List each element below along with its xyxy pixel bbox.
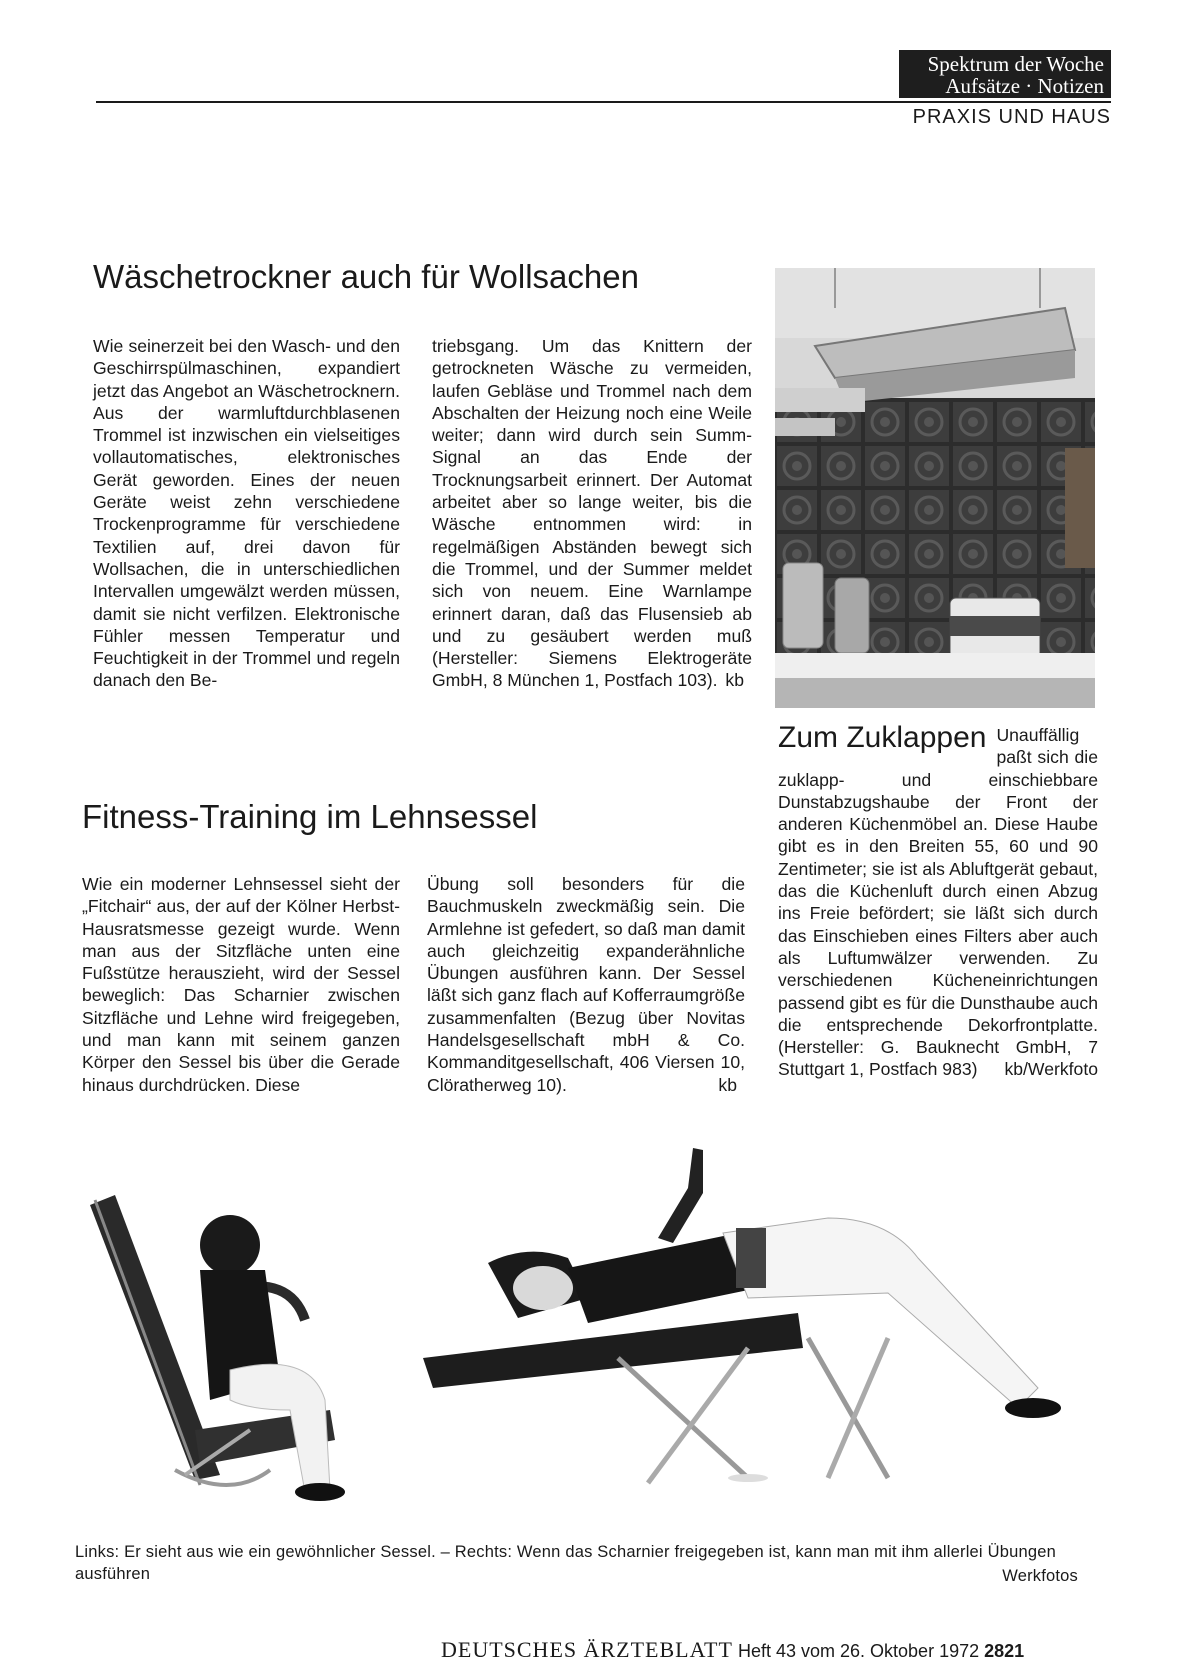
photo-credit: Werkfotos [1002, 1567, 1078, 1585]
journal-name: DEUTSCHES ÄRZTEBLATT [441, 1637, 733, 1662]
kitchen-hood-photo [775, 268, 1095, 708]
chair-upright-photo [80, 1170, 410, 1515]
article1-column2-text: triebsgang. Um das Knittern der getrockneten Wäsche zu vermeiden, laufen Gebläse und Trommel nach dem Abschalten der Heizung noch eine Weile weiter; dann wird durch sein Summ-Signal an das Ende der Trocknungsarbeit erinnert. Der Automat arbeitet aber so lange weiter, bis die Wäsche entnommen wird: in regelmäßigen Abständen bewegt sich die Trommel, und der Summer meldet sich von neuem. Eine Warnlampe erinnert daran, daß das Flusensieb ab und zu gesäubert werden muß (Hersteller: Siemens Elektrogeräte GmbH, 8 München 1, Postfach 103). [432, 336, 752, 691]
article1-column1: Wie seinerzeit bei den Wasch- und den Geschirrspülmaschinen, expandiert jetzt das Angebot an Wäschetrocknern. Aus der warmluftdurchblasenen Trommel ist inzwischen ein vielseitiges vollautomatisches, elektronisches Gerät geworden. Eines der neuen Geräte weist zehn verschiedene Trockenprogramme für verschiedene Textilien auf, drei davon für Wollsachen, die in unterschiedlichen Intervallen umgewälzt werden müssen, damit sie nicht verfilzen. Elektronische Fühler messen Temperatur und Feuchtigkeit in der Trommel und regeln danach den Be- [93, 336, 400, 691]
article2-column1: Wie ein moderner Lehnsessel sieht der „Fitchair“ aus, der auf der Kölner Herbst-Hausratsmesse gezeigt wurde. Wenn man aus der Sitzfläche unten eine Fußstütze herauszieht, wird der Sessel beweglich: Das Scharnier zwischen Sitzfläche und Lehne wird freigegeben, und man kann mit seinem ganzen Körper den Sessel bis über die Gerade hinaus durchdrücken. Diese [82, 874, 400, 1095]
page-number: 2821 [984, 1641, 1025, 1661]
article3-text: Unauffällig paßt sich die zuklapp- und einschiebbare Dunstabzugshaube der Front der anderen Küchenmöbel an. Diese Haube gibt es in den Breiten 55, 60 und 90 Zentimeter; sie ist als Abluftgerät gebaut, das die Küchenluft durch einen Abzug ins Freie befördert; sie läßt sich durch das Einschieben eines Filters aber auch als Luftumwälzer verwenden. Zu verschiedenen Kücheneinrichtungen passend gibt es für die Dunsthaube auch die entsprechende Dekorfrontplatte. (Hersteller: G. Bauknecht GmbH, 7 Stuttgart 1, Postfach 983) [778, 725, 1098, 1080]
article2-column2-text: Übung soll besonders für die Bauchmuskeln zweckmäßig sein. Die Armlehne ist gefedert, so daß man damit auch gleichzeitig expanderähnliche Übungen ausführen kann. Der Sessel läßt sich ganz flach auf Kofferraumgröße zusammenfalten (Bezug über Novitas Handelsgesellschaft mbH & Co. Kommanditgesellschaft, 406 Viersen 10, Clöratherweg 10). [427, 874, 745, 1095]
issue-info: Heft 43 vom 26. Oktober 1972 [737, 1641, 980, 1661]
article3-signature: kb/Werkfoto [1004, 1059, 1098, 1080]
section-header-box [899, 50, 1111, 98]
section-label: PRAXIS UND HAUS [912, 106, 1111, 128]
article1-title: Wäschetrockner auch für Wollsachen [93, 258, 639, 295]
header-rule [96, 101, 1111, 103]
article1-signature: kb [725, 670, 744, 691]
article1-column2 [432, 335, 752, 692]
chair-reclined-photo [418, 1148, 1078, 1523]
header-box-line1: Spektrum der Woche [927, 52, 1104, 76]
header-box-line2: Aufsätze · Notizen [945, 74, 1104, 98]
article2-signature: kb [718, 1074, 737, 1095]
article3-title: Zum Zuklappen [778, 721, 987, 754]
article3-block [778, 722, 1098, 1081]
page-footer [441, 1637, 1024, 1663]
photo-caption: Links: Er sieht aus wie ein gewöhnlicher Sessel. – Rechts: Wenn das Scharnier freigegeben ist, kann man mit ihm allerlei Übungen ausführen [75, 1543, 1056, 1583]
article3-body [778, 722, 1098, 1081]
article2-title: Fitness-Training im Lehnsessel [82, 798, 538, 835]
article2-column2 [427, 873, 745, 1096]
